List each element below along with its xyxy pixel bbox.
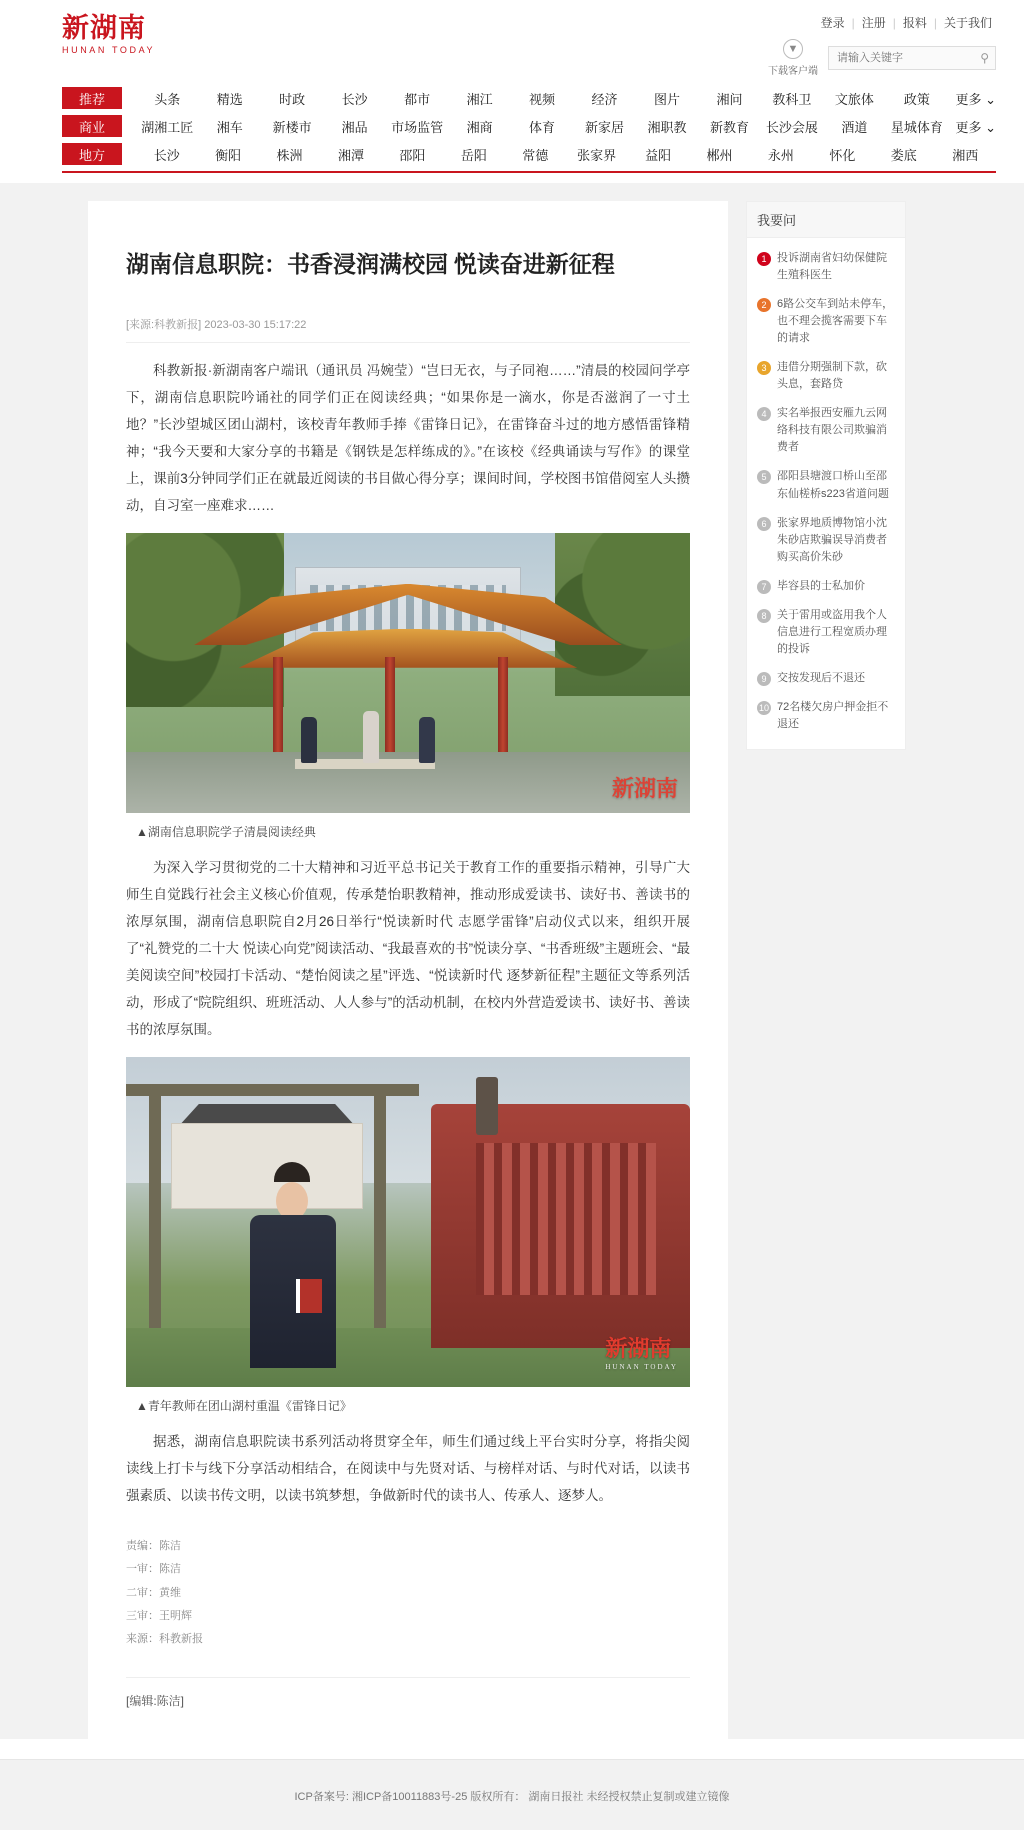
nav-more-label: 更多 xyxy=(955,119,982,135)
register-link[interactable]: 注册 xyxy=(861,16,886,30)
list-item[interactable] xyxy=(755,399,897,462)
article-paragraph: 据悉，湖南信息职院读书系列活动将贯穿全年，师生们通过线上平台实时分享，将指尖阅读线上打卡与线下分享活动相结合，在阅读中与先贤对话、与榜样对话、与时代对话，以读书强素质、以读书传文明，以读书筑梦想，争做新时代的读书人、传承人、逐梦人。 xyxy=(126,1434,690,1504)
list-item-text: 投诉湖南省妇幼保健院生殖科医生 xyxy=(777,252,887,282)
list-item-text: 关于雷用或盗用我个人信息进行工程宽质办理的投诉 xyxy=(777,608,887,655)
lei-feng-diary-book xyxy=(296,1279,322,1313)
nav-item-shipin[interactable]: 视频 xyxy=(529,91,556,107)
figure-caption: ▲青年教师在团山湖村重温《雷锋日记》 xyxy=(136,1399,352,1414)
list-item[interactable] xyxy=(755,462,897,508)
nav-item-yueyang[interactable]: 岳阳 xyxy=(460,147,487,163)
list-item-text: 72名楼欠房户押金拒不退还 xyxy=(777,700,889,730)
nav-item-xingchengtiyu[interactable]: 星城体育 xyxy=(890,119,943,135)
nav-row-local xyxy=(62,143,996,165)
article-figure-2 xyxy=(126,1057,690,1414)
divider: | xyxy=(892,15,896,30)
signoff-line: 二审：黄维 xyxy=(126,1586,181,1599)
tipoff-link[interactable]: 报料 xyxy=(902,16,927,30)
nav-item-toutiao[interactable]: 头条 xyxy=(154,91,181,107)
list-item[interactable] xyxy=(755,353,897,399)
student-figure xyxy=(363,711,379,763)
watermark xyxy=(605,1332,678,1371)
ask-us-card xyxy=(746,201,906,750)
divider: | xyxy=(851,15,855,30)
nav-item-xiangxi[interactable]: 湘西 xyxy=(952,147,979,163)
header-top xyxy=(0,0,1024,81)
pavilion-pillar xyxy=(385,657,395,758)
sidebar-title: 我要问 xyxy=(747,202,905,238)
signoff-line: 三审：王明辉 xyxy=(126,1609,192,1622)
nav-item-jingxuan[interactable]: 精选 xyxy=(216,91,243,107)
nav-item-jiudao[interactable]: 酒道 xyxy=(841,119,868,135)
nav-item-xiangche[interactable]: 湘车 xyxy=(216,119,243,135)
article-signoff xyxy=(126,1535,690,1650)
watermark-text: 新湖南 xyxy=(611,776,678,802)
nav-item-yongzhou[interactable]: 永州 xyxy=(767,147,794,163)
search-box[interactable] xyxy=(828,46,996,70)
nav-item-chenzhou[interactable]: 郴州 xyxy=(706,147,733,163)
nav-item-hengyang[interactable]: 衡阳 xyxy=(215,147,242,163)
list-item-text: 毕容县的士私加价 xyxy=(777,579,865,592)
app-download-block[interactable] xyxy=(768,39,818,77)
nav-item-shaoyang[interactable]: 邵阳 xyxy=(399,147,426,163)
suit xyxy=(250,1215,336,1367)
nav-items-business xyxy=(136,117,948,136)
nav-item-xiangzhijiao[interactable]: 湘职教 xyxy=(647,119,687,135)
nav-items-recommend xyxy=(136,89,948,108)
rank-badge: 7 xyxy=(757,580,771,594)
nav-more-business[interactable] xyxy=(948,117,996,136)
nav-item-xinloushi[interactable]: 新楼市 xyxy=(272,119,312,135)
nav-item-xiangjiang[interactable]: 湘江 xyxy=(466,91,493,107)
rank-badge: 8 xyxy=(757,609,771,623)
nav-item-dushi[interactable]: 都市 xyxy=(404,91,431,107)
list-item[interactable] xyxy=(755,509,897,572)
nav-item-yiyang[interactable]: 益阳 xyxy=(645,147,672,163)
list-item-text: 交按发现后不退还 xyxy=(777,671,865,684)
rank-badge: 3 xyxy=(757,361,771,375)
nav-tag-recommend[interactable]: 推荐 xyxy=(62,87,122,109)
nav-item-zhangjiajie[interactable]: 张家界 xyxy=(577,147,617,163)
list-item-text: 实名举报西安雁九云网络科技有限公司欺骗消费者 xyxy=(777,407,887,454)
main-nav xyxy=(0,81,1024,183)
student-figure xyxy=(301,717,317,763)
nav-tag-business[interactable]: 商业 xyxy=(62,115,122,137)
chevron-down-icon: ⌄ xyxy=(985,119,996,135)
nav-item-changde[interactable]: 常德 xyxy=(522,147,549,163)
rank-badge: 5 xyxy=(757,470,771,484)
rank-badge: 2 xyxy=(757,298,771,312)
list-item-text: 邵阳县塘渡口桥山至邵东仙槎桥s223省道问题 xyxy=(777,470,889,500)
logo-english: HUNAN TODAY xyxy=(62,45,156,56)
list-item-text: 6路公交车到站未停车，也不理会揽客需要下车的请求 xyxy=(777,298,894,345)
nav-item-xiangshang[interactable]: 湘商 xyxy=(466,119,493,135)
list-item[interactable] xyxy=(755,244,897,290)
figure-caption: ▲湖南信息职院学子清晨阅读经典 xyxy=(136,825,316,840)
hair xyxy=(274,1162,310,1182)
photo-pavilion-reading xyxy=(126,533,690,813)
list-item[interactable] xyxy=(755,601,897,664)
nav-item-shizheng[interactable]: 时政 xyxy=(279,91,306,107)
signoff-line: 来源：科教新报 xyxy=(126,1632,203,1645)
nav-item-local-changsha[interactable]: 长沙 xyxy=(153,147,180,163)
nav-item-changsha[interactable]: 长沙 xyxy=(341,91,368,107)
pavilion-pillar xyxy=(498,657,508,758)
header-links xyxy=(676,14,996,31)
article-paragraph: 为深入学习贯彻党的二十大精神和习近平总书记关于教育工作的重要指示精神，引导广大师生自觉践行社会主义核心价值观，传承楚怡职教精神，推动形成爱读书、读好书、善读书的浓厚氛围，湖南信息职院自2月26日举行“悦读新时代 志愿学雷锋”启动仪式以来，组织开展了“礼赞党的二十大 悦读心向党”阅读活动、“我最喜欢的书”悦读分享、“书香班级”主题班会、“最美阅读空间”校园打卡活动、“楚怡阅读之星”评选、“悦读新时代 逐梦新征程”主题征文等系列活动，形成了“院院组织、班班活动、人人参与”的活动机制，在校内外营造爱读书、读好书、善读书的浓厚氛围。 xyxy=(126,860,691,1038)
nav-more-label: 更多 xyxy=(955,91,982,107)
list-item[interactable] xyxy=(755,572,897,601)
nav-item-changshahuizhan[interactable]: 长沙会展 xyxy=(765,119,818,135)
nav-item-jingji[interactable]: 经济 xyxy=(591,91,618,107)
login-link[interactable]: 登录 xyxy=(820,16,845,30)
list-item[interactable] xyxy=(755,290,897,353)
logo-chinese: 新湖南 xyxy=(62,13,146,43)
search-input[interactable] xyxy=(835,51,975,65)
chevron-down-icon: ⌄ xyxy=(985,91,996,107)
nav-item-jiaokewei[interactable]: 教科卫 xyxy=(772,91,812,107)
header-tools xyxy=(676,39,996,77)
pavilion-pillar xyxy=(273,657,283,758)
article-meta: [来源:科教新报] 2023-03-30 15:17:22 xyxy=(126,316,690,343)
watermark-text: 新湖南 xyxy=(605,1336,672,1362)
nav-underline xyxy=(62,171,996,173)
sidebar xyxy=(746,201,906,1739)
nav-item-xiangwen[interactable]: 湘问 xyxy=(716,91,743,107)
nav-row-business xyxy=(62,115,996,137)
nav-item-xiangpin[interactable]: 湘品 xyxy=(341,119,368,135)
nav-item-loudi[interactable]: 娄底 xyxy=(890,147,917,163)
rank-badge: 4 xyxy=(757,407,771,421)
nav-item-zhuzhou[interactable]: 株洲 xyxy=(276,147,303,163)
exhaust-stack xyxy=(476,1077,498,1135)
student-figure xyxy=(419,717,435,763)
nav-tag-local[interactable]: 地方 xyxy=(62,143,122,165)
rank-badge: 1 xyxy=(757,252,771,266)
nav-item-xinjiaju[interactable]: 新家居 xyxy=(585,119,625,135)
watermark xyxy=(612,772,678,803)
nav-item-huxianggongjiang[interactable]: 湖湘工匠 xyxy=(141,119,194,135)
nav-items-local xyxy=(136,145,996,164)
site-footer xyxy=(0,1759,1024,1830)
nav-more-recommend[interactable] xyxy=(948,89,996,108)
divider: | xyxy=(933,15,937,30)
site-logo[interactable] xyxy=(62,14,182,55)
watermark-subtext: HUNAN TODAY xyxy=(605,1363,678,1372)
rank-badge: 10 xyxy=(758,702,769,713)
app-download-label: 下载客户端 xyxy=(768,66,818,77)
rank-badge: 9 xyxy=(757,672,771,686)
list-item[interactable] xyxy=(755,693,897,739)
photo-teacher-tractor xyxy=(126,1057,690,1387)
signoff-line: 一审：陈洁 xyxy=(126,1563,181,1576)
head xyxy=(276,1182,308,1220)
list-item-text: 张家界地质博物馆小沈朱砂店欺骗误导消费者购买高价朱砂 xyxy=(777,516,887,563)
about-us-link[interactable]: 关于我们 xyxy=(943,16,992,30)
content-wrapper xyxy=(0,183,1024,1739)
rank-badge: 6 xyxy=(757,517,771,531)
nav-item-wenlvti[interactable]: 文旅体 xyxy=(834,91,874,107)
search-icon[interactable]: ⚲ xyxy=(980,51,989,65)
nav-item-shichangjianguan[interactable]: 市场监管 xyxy=(391,119,444,135)
nav-row-recommend xyxy=(62,87,996,109)
nav-item-tupian[interactable]: 图片 xyxy=(653,91,680,107)
list-item[interactable] xyxy=(755,664,897,693)
nav-item-xiangtan[interactable]: 湘潭 xyxy=(337,147,364,163)
article-figure-1 xyxy=(126,533,690,840)
app-download-icon: ▼ xyxy=(783,39,803,59)
tractor-grill xyxy=(476,1143,656,1295)
nav-item-xinjiaoyu[interactable]: 新教育 xyxy=(709,119,749,135)
nav-item-zhengce[interactable]: 政策 xyxy=(903,91,930,107)
page-title: 湖南信息职院：书香浸润满校园 悦读奋进新征程 xyxy=(126,252,615,278)
article-paragraph: 科教新报·新湖南客户端讯（通讯员 冯婉莹）“岂曰无衣，与子同袍……”清晨的校园问学亭下，湖南信息职院吟诵社的同学们正在阅读经典；“如果你是一滴水，你是否滋润了一寸土地？”长沙望城区团山湖村，该校青年教师手捧《雷锋日记》，在雷锋奋斗过的地方感悟雷锋精神；“我今天要和大家分享的书籍是《钢铁是怎样练成的》。”在该校《经典诵读与写作》的课堂上，课前3分钟同学们正在就最近阅读的书目做心得分享；课间时间，学校图书馆借阅室人头攒动，自习室一座难求…… xyxy=(126,363,690,514)
list-item-text: 违借分期强制下款，砍头息，套路贷 xyxy=(777,361,887,391)
editor-note: [编辑:陈洁] xyxy=(126,1677,690,1709)
nav-item-huaihua[interactable]: 怀化 xyxy=(829,147,856,163)
teacher-figure xyxy=(250,1156,336,1367)
trees-right xyxy=(555,533,690,695)
nav-item-tiyu[interactable]: 体育 xyxy=(529,119,556,135)
signoff-line: 责编：陈洁 xyxy=(126,1540,181,1553)
footer-text: ICP备案号: 湘ICP备10011883号-25 版权所有： 湖南日报社 未经授权禁止复制或建立镜像 xyxy=(294,1790,730,1803)
header-right xyxy=(676,14,996,77)
sidebar-list xyxy=(747,238,905,749)
article-body xyxy=(88,201,728,1739)
site-header xyxy=(0,0,1024,183)
